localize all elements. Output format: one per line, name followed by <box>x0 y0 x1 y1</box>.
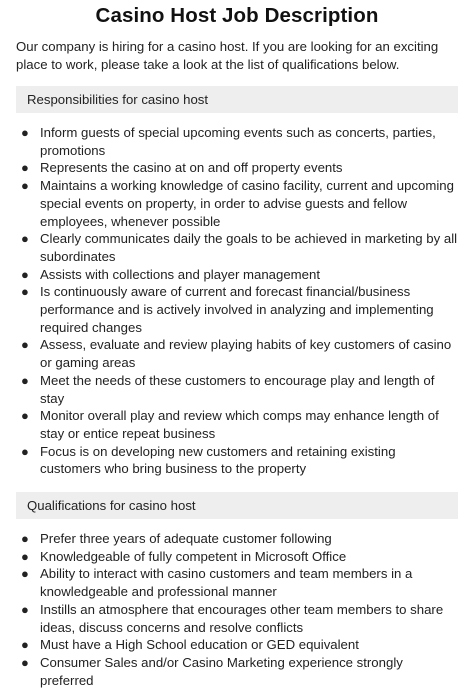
list-item <box>21 177 458 230</box>
bullet-icon: ● <box>21 443 29 459</box>
list-item-text: Clearly communicates daily the goals to be achieved in marketing by all subordinates <box>40 231 458 264</box>
list-item <box>21 636 458 654</box>
list-item <box>21 283 458 336</box>
bullet-icon: ● <box>21 266 29 282</box>
page-title: Casino Host Job Description <box>95 4 379 27</box>
list-item-text: Maintains a working knowledge of casino facility, current and upcoming special events on property, in order to advise guests and fellow employees, whenever possible <box>40 178 454 229</box>
bullet-icon: ● <box>21 284 29 300</box>
list-item <box>21 530 458 548</box>
qualifications-header: Qualifications for casino host <box>16 492 458 519</box>
list-item <box>21 565 458 600</box>
bullet-icon: ● <box>21 337 29 353</box>
list-item-text: Focus is on developing new customers and retaining existing customers who bring business to the property <box>40 443 396 477</box>
list-item <box>21 654 458 689</box>
list-item <box>21 230 458 265</box>
bullet-icon: ● <box>21 654 29 670</box>
responsibilities-header: Responsibilities for casino host <box>16 86 458 113</box>
list-item-text: Must have a High School education or GED equivalent <box>40 637 359 653</box>
bullet-icon: ● <box>21 566 29 582</box>
list-item <box>21 601 458 636</box>
list-item <box>21 266 458 284</box>
list-item <box>21 372 458 407</box>
list-item <box>21 336 458 371</box>
list-item-text: Assists with collections and player management <box>40 266 321 282</box>
list-item <box>21 443 458 478</box>
bullet-icon: ● <box>21 231 29 247</box>
bullet-icon: ● <box>21 548 29 564</box>
bullet-icon: ● <box>21 160 29 176</box>
bullet-icon: ● <box>21 531 29 547</box>
list-item <box>21 124 458 159</box>
list-item-text: Prefer three years of adequate customer following <box>40 531 332 547</box>
bullet-icon: ● <box>21 178 29 194</box>
list-item-text: Consumer Sales and/or Casino Marketing experience strongly preferred <box>40 654 403 688</box>
list-item-text: Monitor overall play and review which comps may enhance length of stay or entice repeat business <box>40 408 439 441</box>
qualifications-list <box>16 530 458 689</box>
list-item-text: Knowledgeable of fully competent in Microsoft Office <box>40 548 347 564</box>
bullet-icon: ● <box>21 372 29 388</box>
list-item-text: Ability to interact with casino customers and team members in a knowledgeable and professional manner <box>40 566 413 600</box>
list-item <box>21 159 458 177</box>
list-item-text: Inform guests of special upcoming events such as concerts, parties, promotions <box>40 125 436 158</box>
intro-paragraph: Our company is hiring for a casino host. If you are looking for an exciting place to work, please take a look at the list of qualifications below. <box>16 39 439 72</box>
list-item-text: Represents the casino at on and off property events <box>40 160 343 176</box>
list-item-text: Instills an atmosphere that encourages other team members to share ideas, discuss concerns and resolve conflicts <box>40 601 444 635</box>
bullet-icon: ● <box>21 408 29 424</box>
list-item-text: Is continuously aware of current and forecast financial/business performance and is actively involved in analyzing and implementing required changes <box>40 284 434 335</box>
bullet-icon: ● <box>21 125 29 140</box>
bullet-icon: ● <box>21 601 29 617</box>
list-item <box>21 407 458 442</box>
responsibilities-list <box>16 124 458 478</box>
list-item <box>21 548 458 566</box>
list-item-text: Assess, evaluate and review playing habits of key customers of casino or gaming areas <box>40 337 452 371</box>
list-item-text: Meet the needs of these customers to encourage play and length of stay <box>40 372 435 406</box>
bullet-icon: ● <box>21 637 29 653</box>
